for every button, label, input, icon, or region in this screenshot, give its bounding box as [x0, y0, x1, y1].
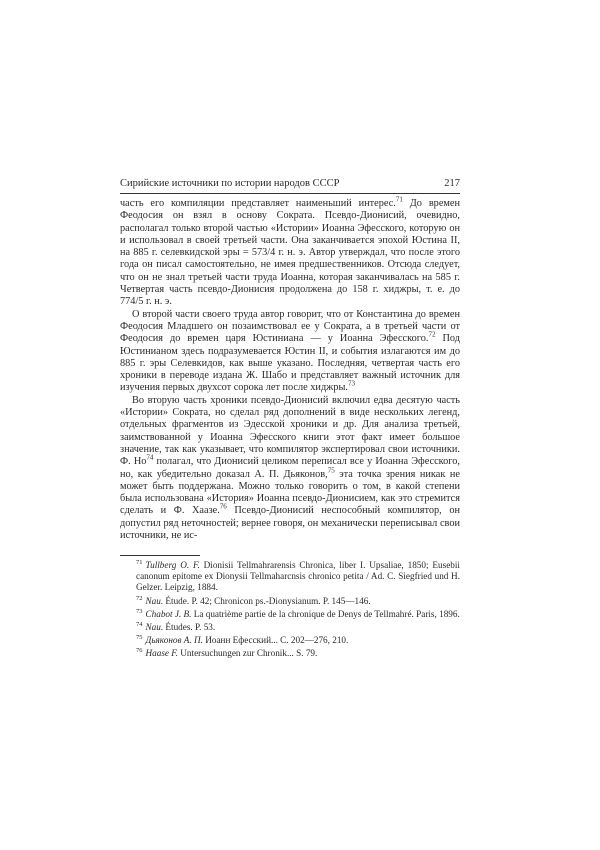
footnotes [120, 560, 460, 662]
text-run: Под Юстинианом здесь подразумевается Юстин II, и события излагаются им до 885 г. эры Селевкидов, как выше указано. Последняя, четвертая часть его хроники в переводе издана Ж. Шабо и представляет важный источник для изучения первых двухсот сорока лет после хиджры. [120, 333, 460, 394]
footnote [120, 596, 460, 607]
main-text [120, 195, 460, 542]
footnote-number: 72 [136, 594, 143, 602]
paragraph [120, 195, 460, 309]
text-run: О второй части своего труда автор говорит, что от Константина до времен Феодосия Младшего он позаимствовал ее у Сократа, а в третьей части от Феодосия до времен царя Юстиниана — у Иоанна Эфесского. [120, 308, 460, 345]
footnote-ref: 74 [146, 453, 154, 462]
footnote-author: Дьяконов А. П. [145, 635, 203, 646]
footnote-ref: 72 [428, 330, 436, 339]
page-number: 217 [444, 178, 460, 189]
text-run: эта точка зрения никак не может быть поддержана. Можно только говорить о том, в какой степени была использована «История» Иоанна псевдо-Дионисием, как это стремится сделать и Ф. Хаазе. [120, 468, 460, 517]
footnote-text: Иоанн Ефесский... С. 202—276, 210. [202, 635, 349, 646]
text-run: полагал, что Дионисий целиком переписал все у Иоанна Эфесского, но, как убедительно доказал А. П. Дьяконов, [120, 456, 460, 480]
footnote-author: Nau. [145, 595, 164, 606]
footnote-author: Nau. [145, 622, 164, 633]
footnote-number: 71 [136, 558, 143, 566]
footnote-number: 74 [136, 620, 143, 628]
footnote [120, 648, 460, 659]
footnote-author: Tullberg O. F. [145, 560, 200, 570]
footnote [120, 609, 460, 620]
running-title: Сирийские источники по истории народов СССР [120, 178, 340, 189]
footnote-text: Untersuchungen zur Chronik... S. 79. [178, 648, 318, 659]
footnote-ref: 75 [327, 466, 335, 475]
footnote-number: 76 [136, 647, 143, 655]
footnote-number: 75 [136, 634, 143, 642]
text-run: Во вторую часть хроники псевдо-Дионисий включил едва десятую часть «Истории» Сократа, но сделал ряд дополнений в виде нескольких легенд, отдельных фрагментов из Эдесской хроники и др. Для анализа третьей, заимствованной у Иоанна Эфесского книги этот факт имеет большое значение, так как указывает, что компилятор экспертировал свои источники. Ф. Но [120, 394, 460, 468]
footnote [120, 622, 460, 633]
footnote-text: Dionisii Tellmahrarensis Chronica, liber I. Upsaliae, 1850; Eusebii canonum epitome ex Dionysii Tellmaharcnsis chronico petita / Ad. C. Siegfried und H. Gelzer. Leipzig, 1884. [136, 560, 460, 593]
text-run: До времен Феодосия он взял в основу Сократа. Псевдо-Дионисий, очевидно, располагал только второй частью «Истории» Иоанна Эфесского, которую он и использовал в своей третьей части. Она заканчивается эпохой Юстина II, на 885 г. селевкидской эры = 573/4 г. н. э. Автор утверждал, что после этого года он писал самостоятельно, не имея предшественников. Отсюда следует, что он не знал третьей части труда Иоанна, которая заканчивалась на 585 г. Четвертая часть псевдо-Дионисия продолжена до 158 г. хиджры, т. е. до 774/5 г. н. э. [120, 198, 460, 308]
text-run: Псевдо-Дионисий неспособный компилятор, он допустил ряд неточностей; вернее говоря, он механически переписывал свои источники, не ис- [120, 505, 460, 542]
footnote-number: 73 [136, 607, 143, 615]
footnote-separator [120, 555, 200, 556]
footnote-author: Haase F. [145, 648, 178, 659]
footnote-text: Étude. P. 42; Chronicon ps.-Dionysianum. P. 145—146. [163, 595, 371, 606]
running-header [120, 178, 460, 194]
footnote-ref: 73 [347, 380, 355, 389]
footnote [120, 635, 460, 646]
footnote-text: La quatrième partie de la chronique de Denys de Tellmahré. Paris, 1896. [191, 608, 460, 619]
footnote-author: Chabot J. B. [145, 608, 192, 619]
footnote-text: Études. P. 53. [163, 622, 216, 633]
footnote-ref: 71 [395, 195, 403, 204]
paragraph [120, 309, 460, 395]
footnote-ref: 76 [219, 503, 227, 511]
paragraph [120, 395, 460, 543]
footnote [120, 560, 460, 594]
text-run: часть его компиляции представляет наименьший интерес. [120, 198, 396, 209]
